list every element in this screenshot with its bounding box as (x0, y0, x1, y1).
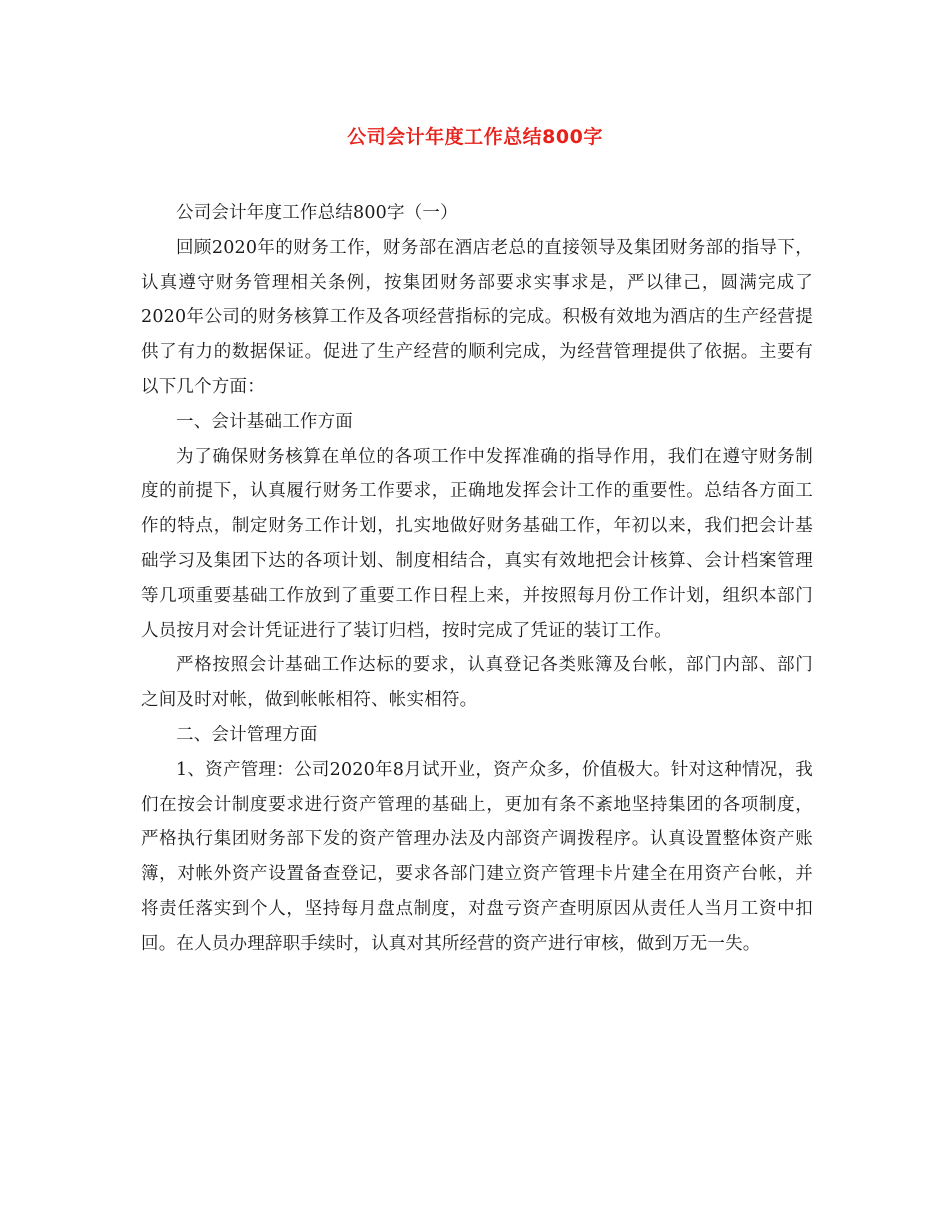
section-heading-part-one: 公司会计年度工作总结800字（一） (176, 203, 458, 223)
document-title: 公司会计年度工作总结800字 (347, 126, 603, 148)
section-heading-accounting-basics: 一、会计基础工作方面 (176, 411, 353, 432)
paragraph-asset-management: 1、资产管理：公司2020年8月试开业，资产众多，价值极大。针对这种情况，我们在按会计制度要求进行资产管理的基础上，更加有条不紊地坚持集团的各项制度，严格执行集团财务部下发的资产管理办法及内部资产调拨程序。认真设置整体资产账簿，对帐外资产设置备查登记，要求各部门建立资产管理卡片建全在用资产台帐，并将责任落实到个人，坚持每月盘点制度，对盘亏资产查明原因从责任人当月工资中扣回。在人员办理辞职手续时，认真对其所经营的资产进行审核，做到万无一失。 (141, 759, 813, 954)
paragraph-accounting-basics: 为了确保财务核算在单位的各项工作中发挥准确的指导作用，我们在遵守财务制度的前提下，认真履行财务工作要求，正确地发挥会计工作的重要性。总结各方面工作的特点，制定财务工作计划，扎实地做好财务基础工作，年初以来，我们把会计基础学习及集团下达的各项计划、制度相结合，真实有效地把会计核算、会计档案管理等几项重要基础工作放到了重要工作日程上来，并按照每月份工作计划，组织本部门人员按月对会计凭证进行了装订归档，按时完成了凭证的装订工作。 (141, 446, 813, 641)
paragraph-account-reconciliation: 严格按照会计基础工作达标的要求，认真登记各类账簿及台帐，部门内部、部门之间及时对帐，做到帐帐相符、帐实相符。 (141, 655, 813, 711)
document-body (141, 196, 813, 962)
section-heading-accounting-management: 二、会计管理方面 (176, 724, 318, 745)
paragraph-review: 回顾2020年的财务工作，财务部在酒店老总的直接领导及集团财务部的指导下，认真遵守财务管理相关条例，按集团财务部要求实事求是，严以律己，圆满完成了2020年公司的财务核算工作及各项经营指标的完成。积极有效地为酒店的生产经营提供了有力的数据保证。促进了生产经营的顺利完成，为经营管理提供了依据。主要有以下几个方面： (141, 237, 813, 397)
